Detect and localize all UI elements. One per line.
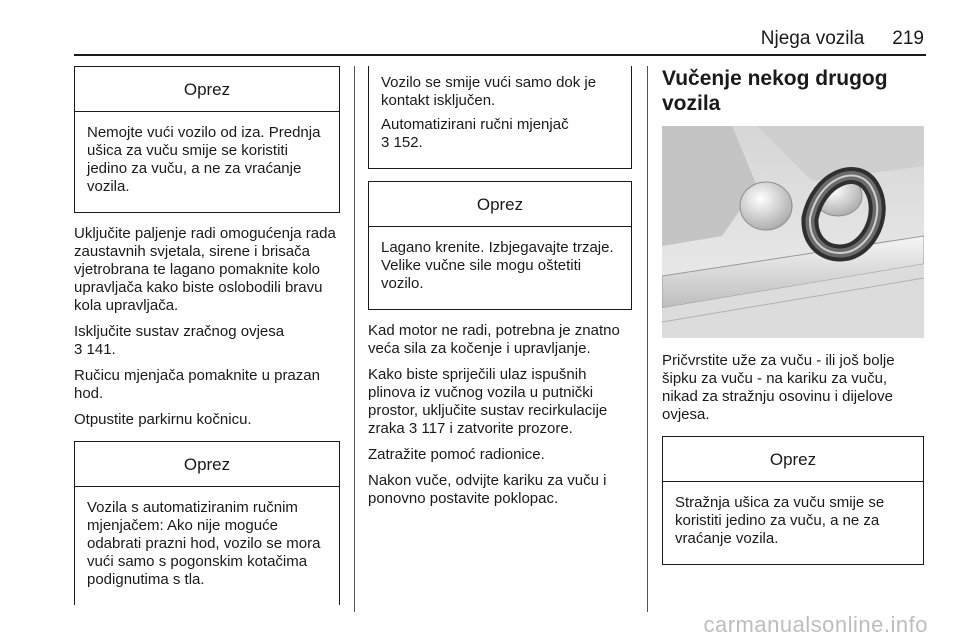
section-heading: Vučenje nekog drugog vozila: [662, 67, 888, 115]
warning-body: [369, 227, 631, 309]
paragraph: Nakon vuče, odvijte kariku za vuču i ponovno postavite poklopac.: [368, 472, 607, 507]
column-separator-2: [647, 66, 648, 612]
page-number: 219: [892, 28, 924, 49]
warning-body: [75, 112, 339, 212]
column-2: [368, 66, 632, 516]
warning-text: Nemojte vući vozilo od iza. Prednja ušica za vuču smije se koristiti jedino za vuču, a ne za vraćanje vozila.: [87, 124, 321, 195]
paragraph: Isključite sustav zračnog ovjesa 3 141.: [74, 323, 285, 358]
page-ref-link[interactable]: 141.: [86, 341, 116, 358]
column-separator-1: [354, 66, 355, 612]
suspension-ball: [740, 182, 792, 230]
section-title: Njega vozila: [760, 28, 865, 49]
warning-heading: Oprez: [75, 67, 339, 112]
warning-heading: Oprez: [369, 182, 631, 227]
page-ref-arrow-icon: 3: [408, 420, 418, 437]
page-ref-arrow-icon: 3: [74, 341, 83, 358]
warning-heading: Oprez: [75, 442, 339, 487]
header-rule: [74, 54, 926, 56]
towing-eye-illustration: [662, 126, 924, 338]
watermark: carmanualsonline.info: [703, 612, 928, 637]
warning-body: [663, 482, 923, 564]
page-ref-link[interactable]: 117 i zatvorite prozore.: [421, 420, 573, 437]
warning-box-1: [74, 66, 340, 213]
page-ref-link[interactable]: 152.: [393, 134, 423, 151]
warning-text: Stražnja ušica za vuču smije se koristiti jedino za vuču, a ne za vraćanje vozila.: [675, 494, 885, 547]
paragraph: Otpustite parkirnu kočnicu.: [74, 411, 252, 428]
paragraph: Zatražite pomoć radionice.: [368, 446, 545, 463]
paragraph: Kako biste spriječili ulaz ispušnih plinova iz vučnog vozila u putnički prostor, uključite sustav recirkulacije zraka 3 117 i zatvorite prozore.: [368, 366, 608, 437]
paragraph: Kad motor ne radi, potrebna je znatno veća sila za kočenje i upravljanje.: [368, 322, 620, 357]
warning-heading: Oprez: [663, 437, 923, 482]
page-header: [761, 28, 924, 50]
warning-body: [369, 66, 631, 168]
warning-text: Vozila s automatiziranim ručnim mjenjačem: Ako nije moguće odabrati prazni hod, vozilo se mora vući samo s pogonskim kotačima podignutima s tla.: [87, 499, 321, 588]
page-ref-arrow-icon: 3: [381, 134, 390, 151]
warning-box-3: [368, 181, 632, 310]
paragraph: Uključite paljenje radi omogućenja rada zaustavnih svjetala, sirene i brisača vjetrobrana te lagano pomaknite kolo upravljača kako biste oslobodili bravu kola upravljača.: [74, 225, 336, 314]
column-3: [662, 66, 924, 577]
warning-body: [75, 487, 339, 605]
warning-text: Lagano krenite. Izbjegavajte trzaje. Velike vučne sile mogu oštetiti vozilo.: [381, 239, 614, 292]
column-1: [74, 66, 340, 617]
info-box-continued: [368, 66, 632, 169]
warning-text: Automatizirani ručni mjenjač 3 152.: [381, 116, 569, 151]
paragraph: Pričvrstite uže za vuču - ili još bolje šipku za vuču - na kariku za vuču, nikad za stražnju osovinu i dijelove ovjesa.: [662, 352, 895, 423]
warning-box-4: [662, 436, 924, 565]
paragraph: Ručicu mjenjača pomaknite u prazan hod.: [74, 367, 320, 402]
warning-box-2: [74, 441, 340, 605]
warning-text: Vozilo se smije vući samo dok je kontakt isključen.: [381, 74, 597, 109]
